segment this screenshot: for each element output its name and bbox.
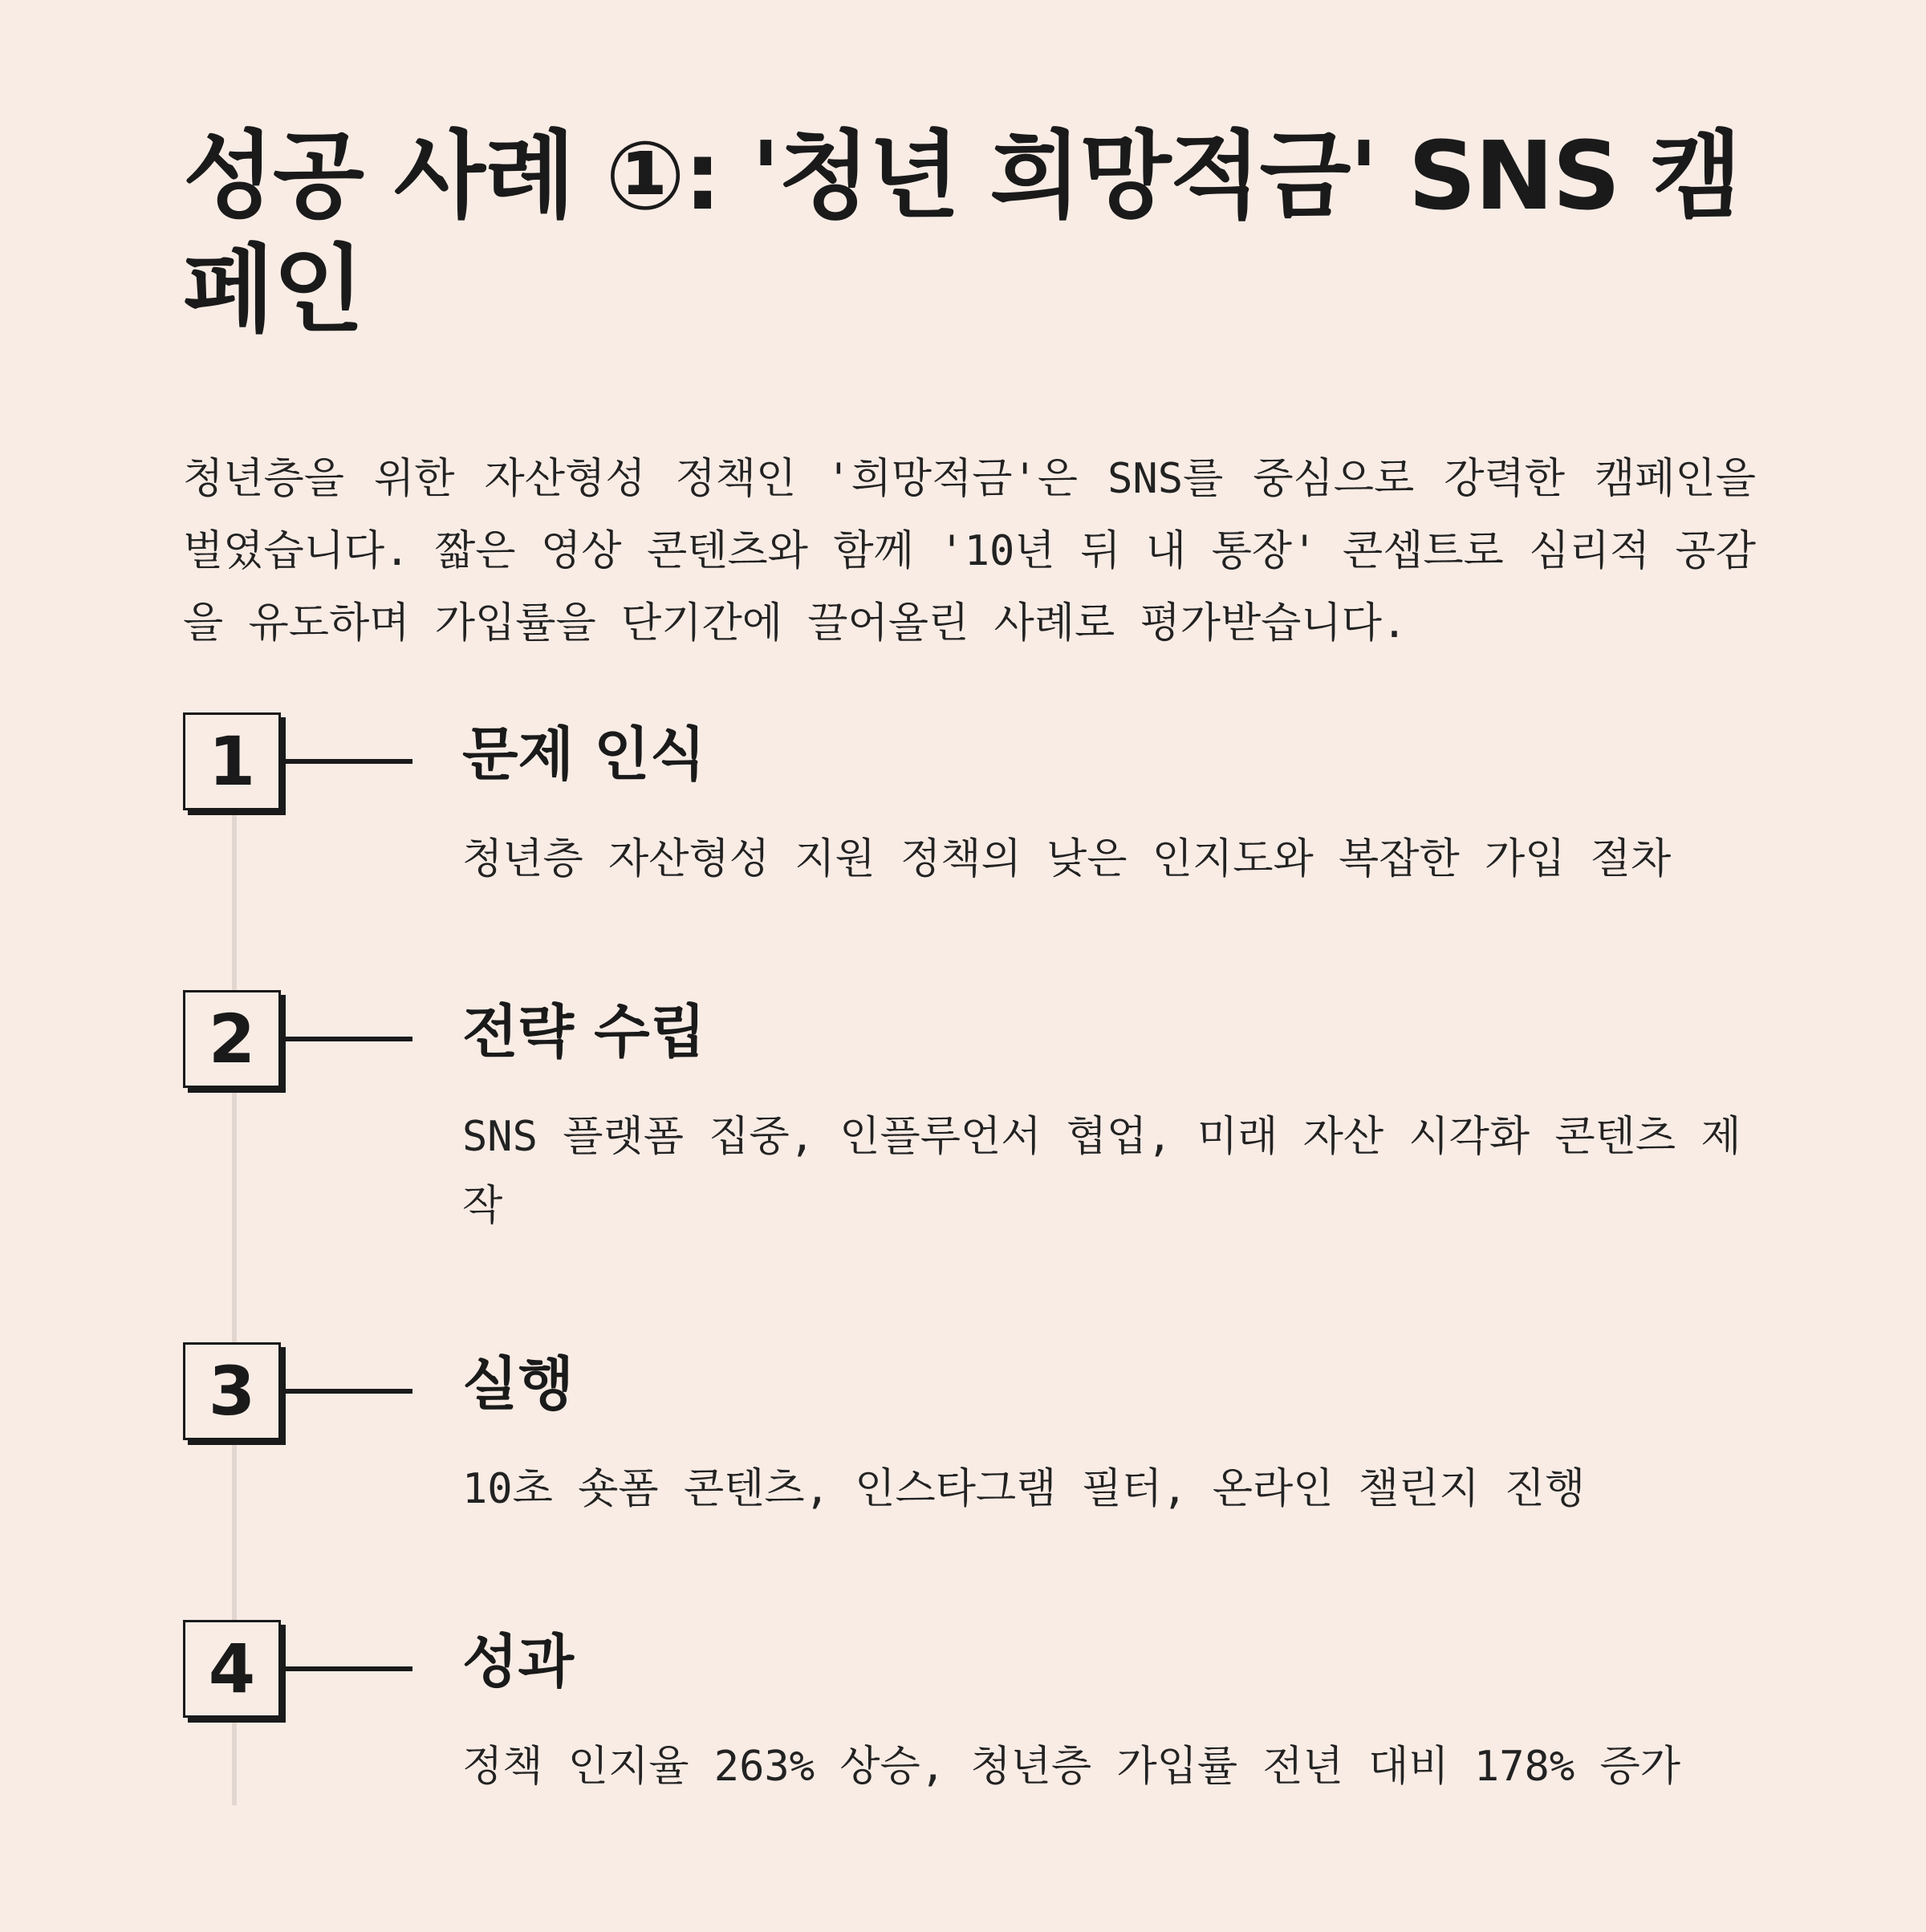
step-description: 10초 숏폼 콘텐츠, 인스타그램 필터, 온라인 챌린지 진행 (462, 1465, 1586, 1513)
step-description: SNS 플랫폼 집중, 인플루언서 협업, 미래 자산 시각화 콘텐츠 제작 (462, 1113, 1741, 1230)
step-connector (286, 759, 412, 764)
step-connector (286, 1037, 412, 1041)
step-connector (286, 1666, 412, 1671)
step-description: 정책 인지율 263% 상승, 청년층 가입률 전년 대비 178% 증가 (462, 1743, 1680, 1791)
step-title: 문제 인식 (462, 720, 706, 788)
step-title: 전략 수립 (462, 998, 706, 1065)
step-number-badge: 3 (183, 1342, 281, 1440)
step-connector (286, 1389, 412, 1394)
step-number-badge: 2 (183, 990, 281, 1088)
step-number-badge: 4 (183, 1620, 281, 1718)
step-title: 성과 (462, 1628, 575, 1695)
step-title: 실행 (462, 1350, 575, 1418)
page-title: 성공 사례 ①: '청년 희망적금' SNS 캠페인 (183, 120, 1741, 345)
intro-paragraph: 청년층을 위한 자산형성 정책인 '희망적금'은 SNS를 중심으로 강력한 캠페인을 벌였습니다. 짧은 영상 콘텐츠와 함께 '10년 뒤 내 통장' 콘셉트로 심리적 공감을 유도하며 가입률을 단기간에 끌어올린 사례로 평가받습니다. (183, 455, 1756, 647)
step-number-badge: 1 (183, 712, 281, 810)
step-description: 청년층 자산형성 지원 정책의 낮은 인지도와 복잡한 가입 절차 (462, 835, 1672, 883)
